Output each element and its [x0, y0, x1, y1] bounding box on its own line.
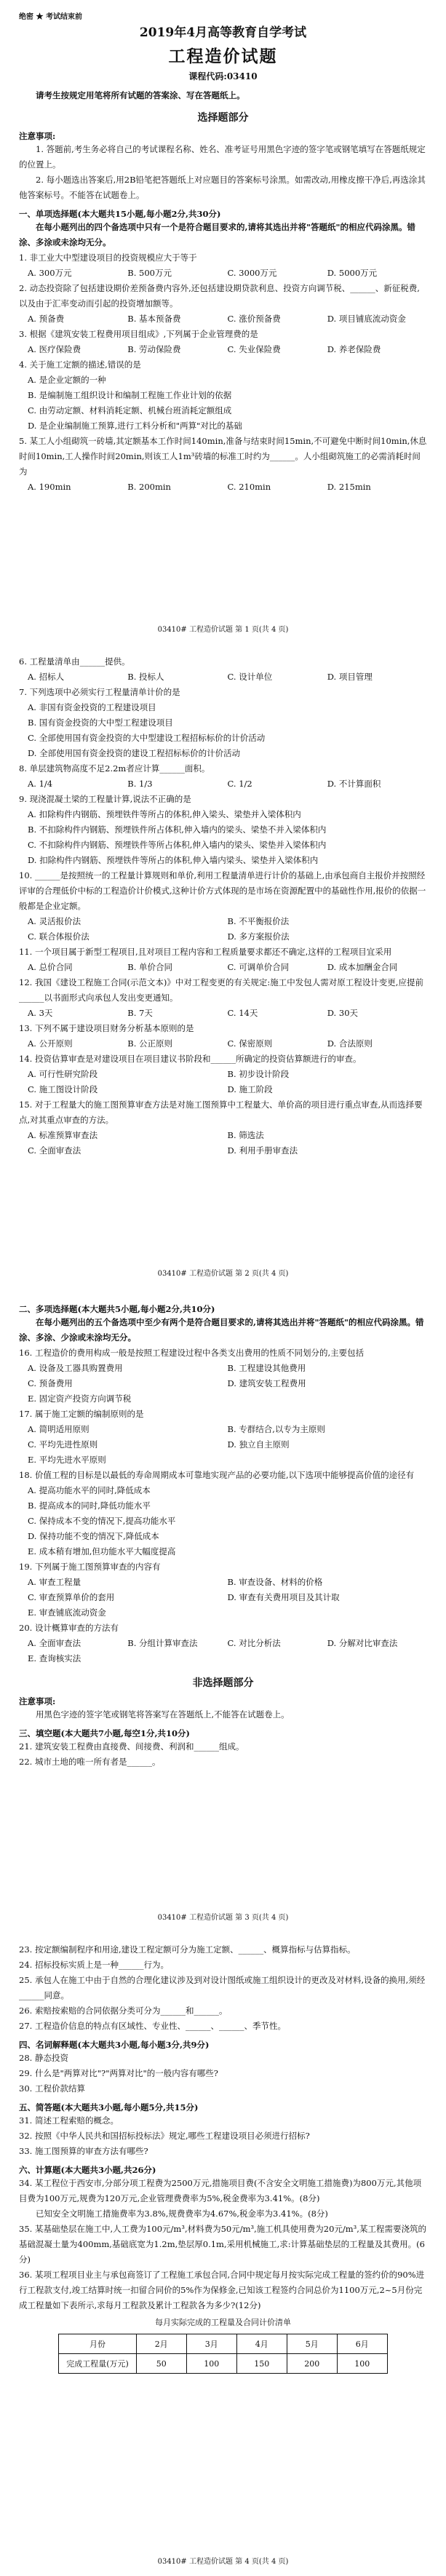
question-14: 14. 投资估算审查是对建设项目在项目建议书阶段和______所确定的投资估算额进行的审查。 [19, 1054, 362, 1064]
option-c: C. 保密原则 [227, 1038, 273, 1049]
option-c: C. 3000万元 [227, 268, 277, 278]
table-header-cell: 4月 [236, 2334, 287, 2354]
table-cell: 150 [236, 2354, 287, 2374]
option-b: B. 不平衡报价法 [227, 916, 290, 926]
option-a: A. 灵活报价法 [28, 916, 81, 926]
option-b: B. 审查设备、材料的价格 [227, 1577, 323, 1587]
question-8: 8. 单层建筑物高度不足2.2m者应计算______面积。 [19, 763, 210, 774]
option-c: C. 审查预算单价的套用 [28, 1592, 115, 1602]
question-15: 15. 对于工程量大的施工图预算审查方法是对施工图预算中工程量大、单价高的项目进行重点审查,从而选择要点,对其重点审查的方法。 [19, 1100, 423, 1125]
question-9-option-b: B. 不扣除构件内钢筋、预埋铁件所占体积,伸入墙内的梁头、梁垫不并入梁体积内 [28, 824, 327, 835]
note-1: 1. 答题前,考生务必将自己的考试课程名称、姓名、准考证号用黑色字迹的签字笔或钢笔填写在答题纸规定的位置上。 [19, 144, 426, 170]
course-title: 工程造价试题 [168, 47, 278, 66]
question-9-option-a: A. 扣除构件内钢筋、预埋铁件等所占的体积,伸入梁头、梁垫并入梁体积内 [28, 809, 301, 819]
question-33: 33. 施工图预算的审查方法有哪些? [19, 2146, 148, 2156]
exam-title: 2019年4月高等教育自学考试 [139, 25, 307, 40]
section-4-title: 四、名词解释题(本大题共3小题,每小题3分,共9分) [19, 2040, 210, 2050]
option-c: C. 设计单位 [227, 672, 273, 682]
option-a: A. 审查工程量 [28, 1577, 81, 1587]
option-b: B. 分组计算审查法 [127, 1638, 198, 1648]
option-c: C. 对比分析法 [227, 1638, 281, 1648]
table-caption: 每月实际完成的工程量及合同计价清单 [155, 2318, 291, 2327]
option-b: B. 公正原则 [127, 1038, 173, 1049]
question-17: 17. 属于施工定额的编制原则的是 [19, 1409, 144, 1419]
option-d: D. 养老保险费 [327, 344, 381, 354]
question-13-options [19, 1036, 427, 1052]
instruction: 请考生按规定用笔将所有试题的答案涂、写在答题纸上。 [36, 90, 245, 100]
question-7-option-d: D. 全部使用国有资金投资的建设工程招标标价的计价活动 [28, 748, 241, 758]
secret-mark: 绝密 ★ 考试结束前 [19, 13, 82, 21]
question-7-option-b: B. 国有资金投资的大中型工程建设项目 [28, 717, 173, 728]
option-a: A. 总价合同 [28, 962, 73, 972]
notes-title: 注意事项: [19, 131, 56, 141]
question-6-options [19, 669, 427, 685]
option-d: D. 5000万元 [327, 268, 378, 278]
option-a: A. 1/4 [28, 779, 53, 789]
option-c: C. 可调单价合同 [227, 962, 290, 972]
option-d: D. 独立自主原则 [227, 1439, 290, 1450]
question-20-option-e: E. 查询核实法 [28, 1653, 81, 1663]
option-e: E. 审查铺底流动资金 [28, 1607, 106, 1618]
option-a: A. 招标人 [28, 672, 65, 682]
option-b: B. 工程建设其他费用 [227, 1363, 306, 1373]
option-c: C. 210min [227, 482, 271, 492]
part2-notes-title: 注意事项: [19, 1696, 56, 1706]
option-c: C. 14天 [227, 1008, 258, 1018]
table-cell: 100 [337, 2354, 387, 2374]
question-28: 28. 静态投资 [19, 2053, 68, 2063]
option-d: D. 215min [327, 482, 371, 492]
table-header-cell: 3月 [186, 2334, 236, 2354]
option-a: A. 190min [28, 482, 71, 492]
question-11: 11. 一个项目属于新型工程项目,且对项目工程内容和工程质量要求都还不确定,这样的工程项目宜采用 [19, 947, 392, 957]
question-34: 34. 某工程位于西安市,分部分项工程费为2500万元,措施项目费(不含安全文明施工措施费)为800万元,其他项目费为100万元,规费为120万元,企业管理费费率为5%,税金费率为3.41%。(8分) [19, 2178, 422, 2203]
table-cell: 100 [186, 2354, 236, 2374]
option-a: A. 可行性研究阶段 [28, 1069, 98, 1079]
page-footer: 03410# 工程造价试题 第 1 页(共 4 页) [157, 626, 289, 634]
page-footer: 03410# 工程造价试题 第 2 页(共 4 页) [157, 1270, 289, 1278]
question-18: 18. 价值工程的目标是以最低的寿命周期成本可靠地实现产品的必要功能,以下选项中能够提高价值的途径有 [19, 1470, 415, 1480]
question-18-option-a: A. 提高功能水平的同时,降低成本 [28, 1485, 151, 1495]
option-b: B. 筛选法 [227, 1130, 264, 1140]
question-32: 32. 按照《中华人民共和国招标投标法》规定,哪些工程建设项目必须进行招标? [19, 2131, 310, 2141]
question-4: 4. 关于施工定额的描述,错误的是 [19, 359, 141, 370]
question-23: 23. 按定额编制程序和用途,建设工程定额可分为施工定额、______、概算指标与估算指标。 [19, 1944, 356, 1955]
table-header-row [59, 2334, 388, 2354]
option-a: A. 标准预算审查法 [28, 1130, 98, 1140]
option-a: A. 预备费 [28, 314, 65, 324]
question-3-options [19, 342, 427, 357]
page-4 [0, 1932, 446, 2576]
option-a: A. 设备及工器具购置费用 [28, 1363, 123, 1373]
question-3: 3. 根据《建筑安装工程费用项目组成》,下列属于企业管理费的是 [19, 329, 258, 339]
question-34-note: 已知安全文明施工措施费率为3.8%,规费费率为4.67%,税金率为3.41%。(8分) [36, 2209, 328, 2219]
course-code: 课程代码:03410 [188, 71, 258, 82]
option-b: B. 200min [127, 482, 171, 492]
note-2: 2. 每小题选出答案后,用2B铅笔把答题纸上对应题目的答案标号涂黑。如需改动,用橡皮擦干净后,再选涂其他答案标号。不能答在试题卷上。 [19, 175, 426, 200]
question-18-option-b: B. 提高成本的同时,降低功能水平 [28, 1500, 151, 1511]
question-15-options [19, 1128, 427, 1158]
option-c: C. 失业保险费 [227, 344, 281, 354]
option-b: B. 7天 [127, 1008, 153, 1018]
question-30: 30. 工程价款结算 [19, 2083, 85, 2094]
question-20: 20. 设计概算审查的方法有 [19, 1623, 119, 1633]
option-b: B. 专群结合,以专为主原则 [227, 1424, 325, 1434]
table-row [59, 2354, 388, 2374]
option-a: A. 300万元 [28, 268, 72, 278]
question-19: 19. 下列属于施工图预算审查的内容有 [19, 1562, 161, 1572]
question-7: 7. 下列选项中必须实行工程量清单计价的是 [19, 687, 180, 697]
question-9: 9. 现浇混凝土梁的工程量计算,说法不正确的是 [19, 794, 191, 804]
question-18-option-d: D. 保持功能不变的情况下,降低成本 [28, 1531, 159, 1541]
option-b: B. 投标人 [127, 672, 164, 682]
option-e: E. 平均先进水平原则 [28, 1455, 106, 1465]
option-d: D. 不计算面积 [327, 779, 381, 789]
page-2 [0, 644, 446, 1288]
question-26: 26. 索赔按索赔的合同依据分类可分为______和______。 [19, 2005, 228, 2016]
option-d: D. 建筑安装工程费用 [227, 1378, 306, 1388]
option-b: B. 劳动保险费 [127, 344, 181, 354]
page-3 [0, 1288, 446, 1932]
option-b: B. 1/3 [127, 779, 153, 789]
option-a: A. 全面审查法 [28, 1638, 81, 1648]
part2-title: 非选择题部分 [192, 1677, 254, 1689]
option-c: C. 预备费用 [28, 1378, 73, 1388]
question-12: 12. 我国《建设工程施工合同(示范文本)》中对工程变更的有关规定:施工中发包人需对原工程设计变更,应提前______以书面形式向承包人发出变更通知。 [19, 977, 423, 1003]
question-35: 35. 某基础垫层在施工中,人工费为100元/m³,材料费为50元/m³,施工机具使用费为20元/m³,某工程需要浇筑的基础混凝土量为400mm,基础底宽为1.2m,垫层厚0.1m,采用机械施工,求:计算基础垫层的工程量及其费用。(6分) [19, 2224, 426, 2265]
option-d: D. 成本加酬金合同 [327, 962, 398, 972]
question-7-option-a: A. 非国有资金投资的工程建设项目 [28, 702, 156, 712]
question-5-options [19, 480, 427, 495]
table-header-cell: 6月 [337, 2334, 387, 2354]
question-4-option-b: B. 是编制施工组织设计和编制工程施工作业计划的依据 [28, 390, 232, 400]
section-1-title: 一、单项选择题(本大题共15小题,每小题2分,共30分) [19, 209, 221, 219]
question-27: 27. 工程造价信息的特点有区域性、专业性、______、______、季节性。 [19, 2021, 286, 2031]
question-10: 10. ______是按照统一的工程量计算规则和单价,利用工程量清单进行计价的基础上,由承包商自主报价并按照经评审的合理低价中标的工程造价计价模式,这种计价方式体现的是市场在资源配置中的基础性作用,报价的依据一般都是企业定额。 [19, 870, 426, 911]
work-quantity-table [58, 2334, 388, 2374]
page-footer: 03410# 工程造价试题 第 3 页(共 4 页) [157, 1914, 289, 1922]
question-5: 5. 某工人小组砌筑一砖墙,其定额基本工作时间140min,准备与结束时间15min,不可避免中断时间10min,休息时间10min,工人操作时间20min,则该工人1m³砖墙的标准工时约为______。人小组砌筑施工的必需消耗时间为 [19, 436, 427, 477]
option-c: C. 联合体报价法 [28, 931, 89, 942]
option-b: B. 单价合同 [127, 962, 173, 972]
question-4-option-c: C. 由劳动定额、材料消耗定额、机械台班消耗定额组成 [28, 405, 232, 416]
table-cell: 50 [136, 2354, 186, 2374]
question-19-options [19, 1575, 427, 1621]
option-c: C. 施工图设计阶段 [28, 1084, 98, 1094]
question-12-options [19, 1006, 427, 1021]
option-a: A. 3天 [28, 1008, 53, 1018]
option-b: B. 500万元 [127, 268, 172, 278]
option-a: A. 医疗保险费 [28, 344, 81, 354]
page-footer: 03410# 工程造价试题 第 4 页(共 4 页) [157, 2558, 289, 2566]
question-20-options [19, 1636, 427, 1651]
section-3-title: 三、填空题(本大题共7小题,每空1分,共10分) [19, 1728, 190, 1738]
option-c: C. 全面审查法 [28, 1145, 81, 1156]
option-d: D. 审查有关费用项目及其计取 [227, 1592, 340, 1602]
part1-title: 选择题部分 [197, 112, 249, 124]
question-9-option-d: D. 扣除构件内钢筋、预埋铁件等所占的体积,伸入墙内梁头、梁垫并入梁体积内 [28, 855, 319, 865]
question-2-options [19, 311, 427, 327]
option-d: D. 分解对比审查法 [327, 1638, 398, 1648]
table-header-cell: 2月 [136, 2334, 186, 2354]
question-10-options [19, 914, 427, 945]
question-1: 1. 非工业大中型建设项目的投资规模应大于等于 [19, 253, 197, 263]
question-16: 16. 工程造价的费用构成一般是按照工程建设过程中各类支出费用的性质不同划分的,主要包括 [19, 1348, 365, 1358]
option-d: D. 项目管理 [327, 672, 373, 682]
question-9-option-c: C. 不扣除构件内钢筋、预埋铁件等所占体积,伸入墙内的梁头、梁垫并入梁体积内 [28, 840, 327, 850]
section-2-title: 二、多项选择题(本大题共5小题,每小题2分,共10分) [19, 1304, 215, 1314]
question-17-options [19, 1422, 427, 1468]
option-d: D. 多方案报价法 [227, 931, 290, 942]
question-1-options [19, 266, 427, 281]
question-18-option-c: C. 保持成本不变的情况下,提高功能水平 [28, 1516, 176, 1526]
question-31: 31. 简述工程索赔的概念。 [19, 2115, 119, 2126]
question-13: 13. 下列不属于建设项目财务分析基本原则的是 [19, 1023, 194, 1033]
question-6: 6. 工程量清单由______提供。 [19, 656, 130, 667]
option-c: C. 平均先进性原则 [28, 1439, 98, 1450]
section-2-desc: 在每小题列出的五个备选项中至少有两个是符合题目要求的,请将其选出并将"答题纸"的相应代码涂黑。错涂、多涂、少涂或未涂均无分。 [19, 1317, 424, 1343]
question-36: 36. 某项工程项目业主与承包商签订了工程施工承包合同,合同中规定每月按实际完成工程量的签约价的90%进行工程款支付,竣工结算时统一扣留合同价的5%作为保修金,已知该工程签约合同总价为1100万元,2~5月份完成工程量如下表所示,求每月工程款及累计工程款各为多少?(12分) [19, 2270, 425, 2310]
section-1-desc: 在每小题列出的四个备选项中只有一个是符合题目要求的,请将其选出并将"答题纸"的相应代码涂黑。错涂、多涂或未涂均无分。 [19, 222, 415, 247]
question-4-option-d: D. 是企业编制施工预算,进行工料分析和"两算"对比的基础 [28, 421, 242, 431]
option-d: D. 施工阶段 [227, 1084, 273, 1094]
option-d: D. 合法原则 [327, 1038, 373, 1049]
question-18-option-e: E. 成本稍有增加,但功能水平大幅度提高 [28, 1546, 176, 1557]
option-b: B. 基本预备费 [127, 314, 181, 324]
table-cell: 200 [287, 2354, 337, 2374]
page-1 [0, 0, 446, 644]
question-2: 2. 动态投资除了包括建设期价差预备费内容外,还包括建设期贷款利息、投资方向调节税、______、新征税费,以及由于汇率变动而引起的投资增加额等。 [19, 283, 420, 309]
option-a: A. 公开原则 [28, 1038, 73, 1049]
option-d: D. 利用手册审查法 [227, 1145, 298, 1156]
option-b: B. 初步设计阶段 [227, 1069, 290, 1079]
table-header-cell: 月份 [59, 2334, 137, 2354]
option-a: A. 简明适用原则 [28, 1424, 89, 1434]
table-header-cell: 5月 [287, 2334, 337, 2354]
option-e: E. 固定资产投资方向调节税 [28, 1394, 132, 1404]
option-c: C. 1/2 [227, 779, 252, 789]
question-22: 22. 城市土地的唯一所有者是______。 [19, 1757, 161, 1767]
option-c: C. 涨价预备费 [227, 314, 281, 324]
question-24: 24. 招标投标实质上是一种______行为。 [19, 1960, 169, 1970]
table-cell: 完成工程量(万元) [59, 2354, 137, 2374]
question-4-option-a: A. 是企业定额的一种 [28, 375, 106, 385]
question-29: 29. 什么是"两算对比"?"两算对比"的一般内容有哪些? [19, 2068, 218, 2078]
question-11-options [19, 960, 427, 975]
question-16-options [19, 1361, 427, 1407]
option-d: D. 项目铺底流动资金 [327, 314, 406, 324]
question-8-options [19, 776, 427, 792]
section-5-title: 五、简答题(本大题共3小题,每小题5分,共15分) [19, 2102, 199, 2112]
section-6-title: 六、计算题(本大题共3小题,共26分) [19, 2165, 156, 2175]
question-7-option-c: C. 全部使用国有资金投资的大中型建设工程招标标价的计价活动 [28, 733, 266, 743]
option-d: D. 30天 [327, 1008, 359, 1018]
part2-note: 用黑色字迹的签字笔或钢笔将答案写在答题纸上,不能答在试题卷上。 [36, 1709, 290, 1720]
question-21: 21. 建筑安装工程费由直接费、间接费、利润和______组成。 [19, 1741, 244, 1752]
question-25: 25. 承包人在施工中由于自然的合理化建议涉及到对设计图纸或施工组织设计的更改及对材料,设备的换用,须经______同意。 [19, 1975, 426, 2000]
question-14-options [19, 1067, 427, 1097]
